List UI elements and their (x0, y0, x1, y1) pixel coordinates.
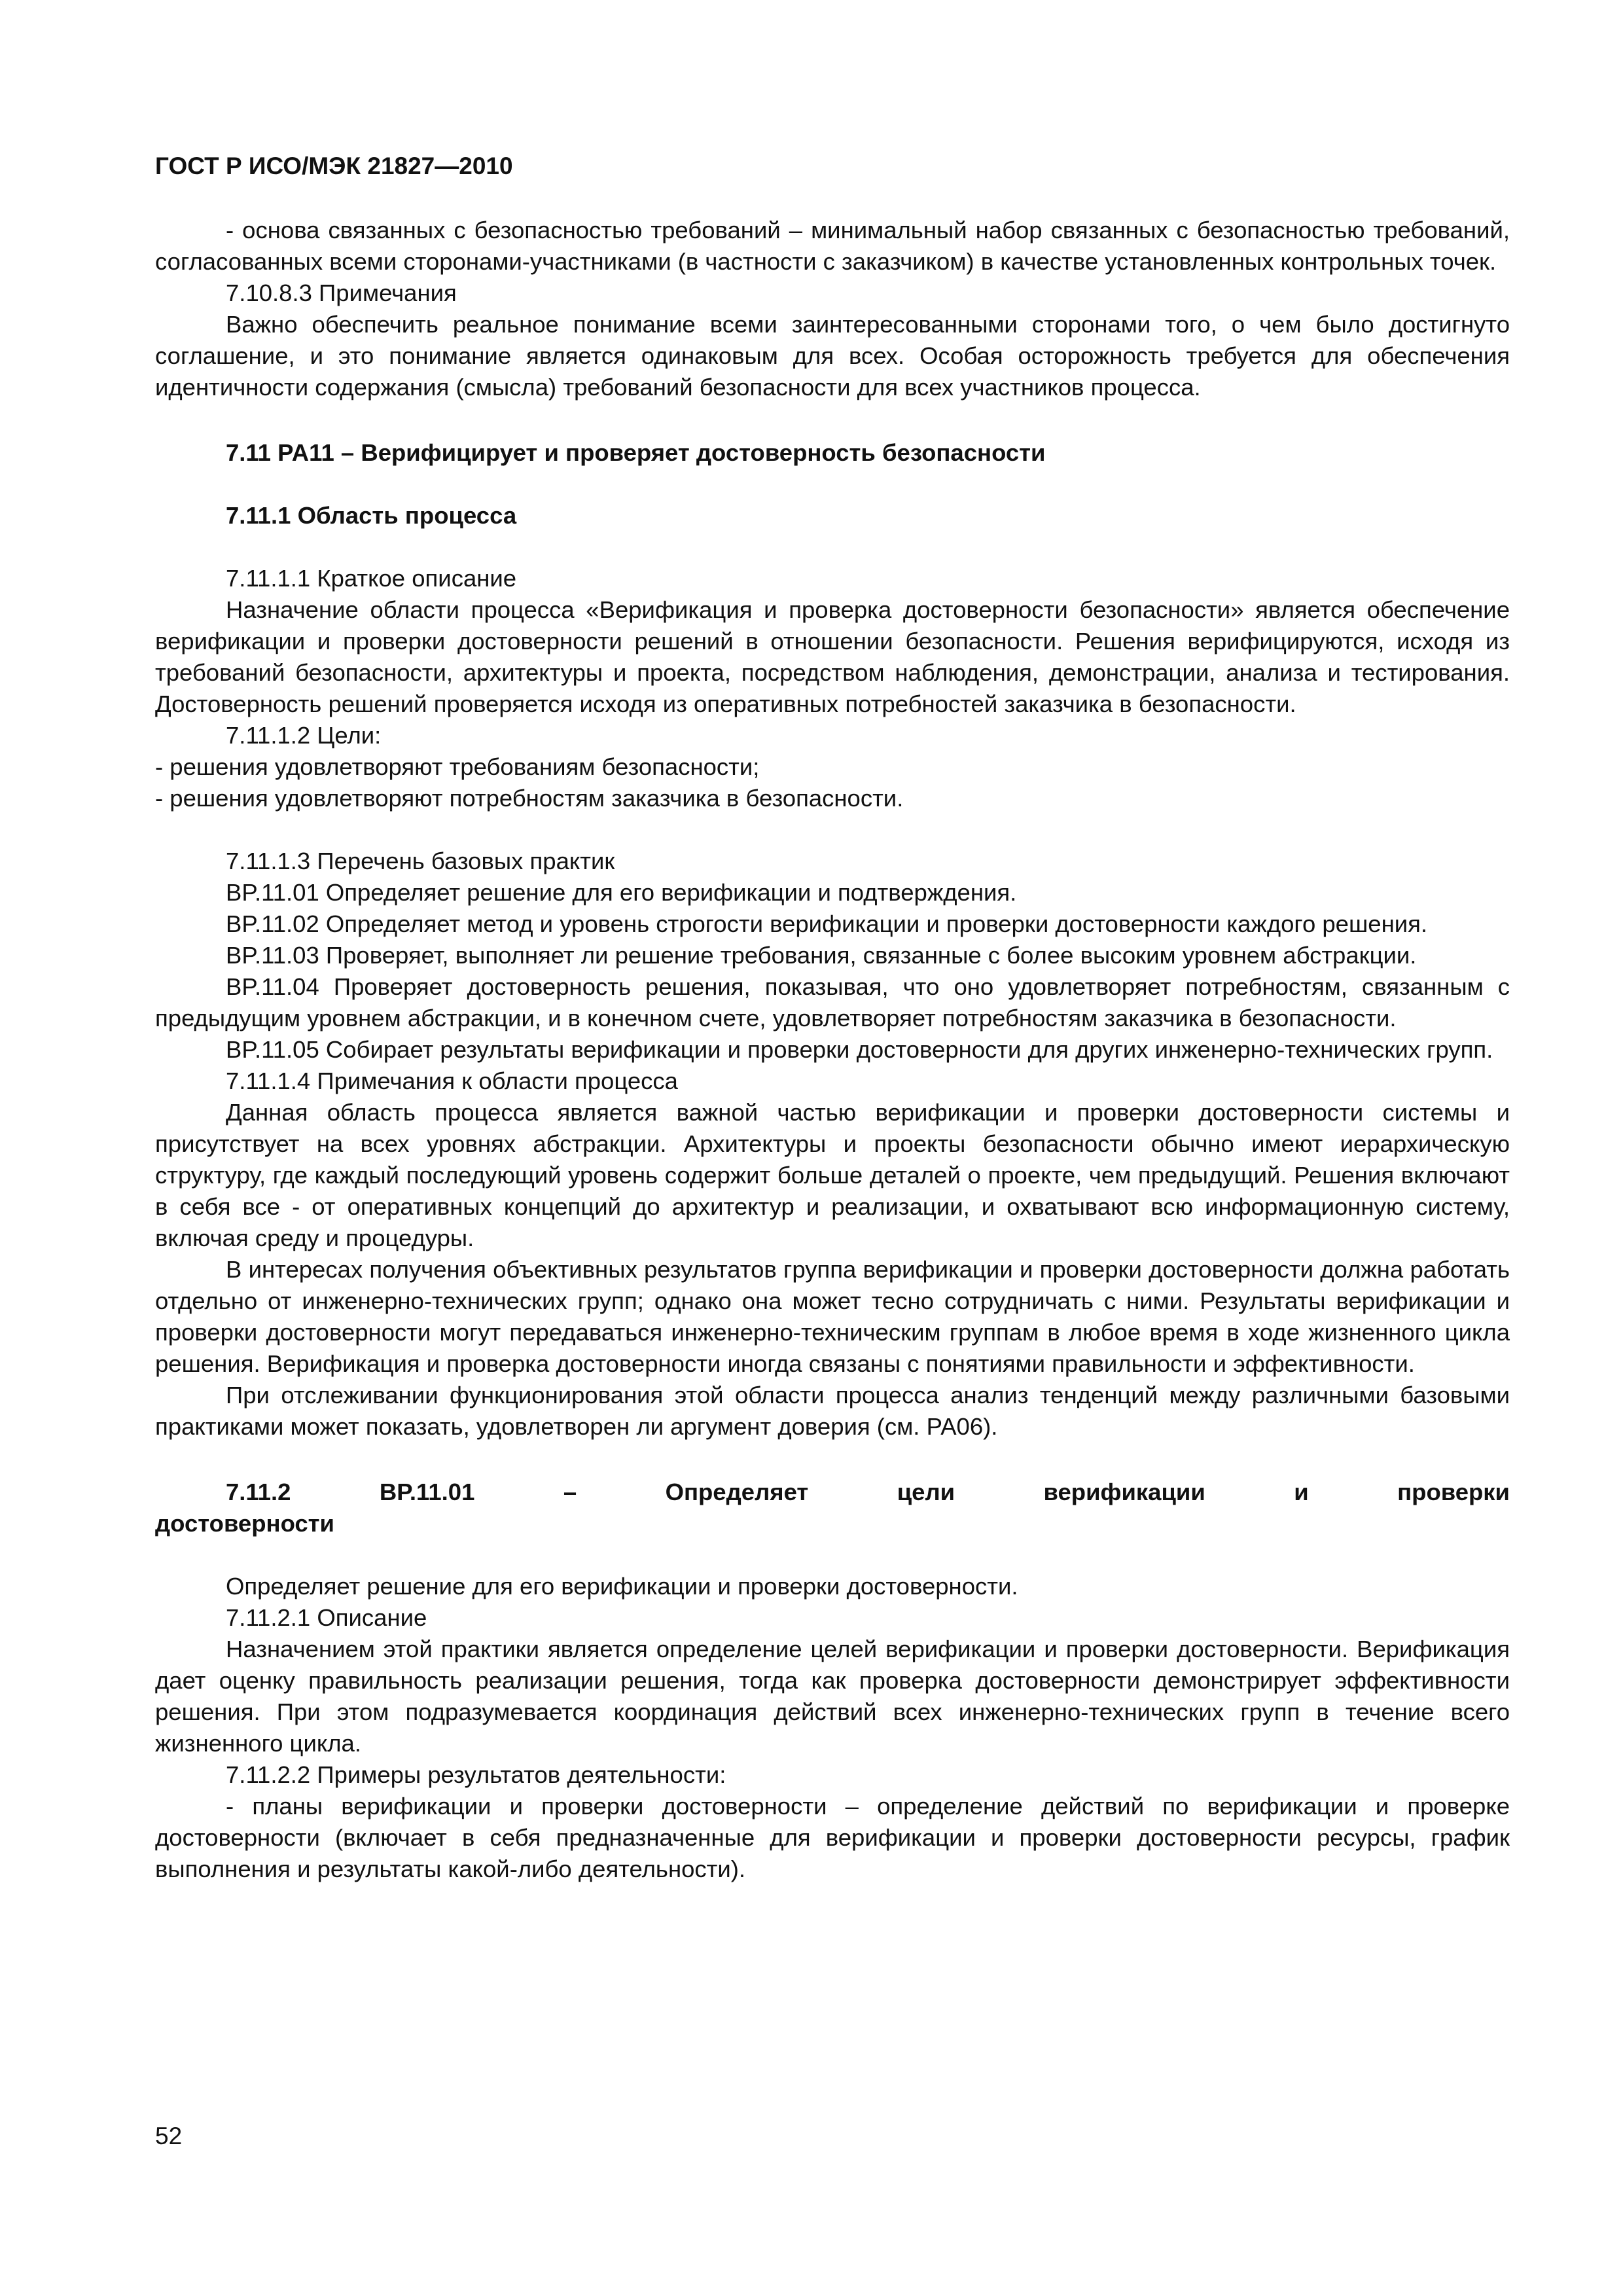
practice-item: BP.11.01 Определяет решение для его верификации и подтверждения. (226, 879, 1017, 906)
practice-item: BP.11.02 Определяет метод и уровень строгости верификации и проверки достоверности каждого решения. (226, 910, 1428, 937)
subsection-label: 7.11.1.4 Примечания к области процесса (226, 1067, 678, 1094)
paragraph: Данная область процесса является важной частью верификации и проверки достоверности системы и присутствует на всех уровнях абстракции. Архитектуры и проекты безопасности обычно имеют иерархическую структуру, где каждый последующий уровень содержит больше деталей о проекте, чем предыдущий. Решения включают в себя все - от оперативных концепций до архитектур и реализации, и охватывают всю информационную систему, включая среду и процедуры. (155, 1099, 1510, 1251)
paragraph: При отслеживании функционирования этой области процесса анализ тенденций между различными базовыми практиками может показать, удовлетворен ли аргумент доверия (см. PA06). (155, 1382, 1510, 1440)
paragraph: Определяет решение для его верификации и проверки достоверности. (226, 1573, 1018, 1600)
document-page (155, 151, 1510, 1885)
standard-header: ГОСТ Р ИСО/МЭК 21827—2010 (155, 152, 513, 179)
list-item: - планы верификации и проверки достоверности – определение действий по верификации и проверке достоверности (включает в себя предназначенные для верификации и проверки достоверности ресурсы, график выполнения и результаты какой-либо деятельности). (155, 1793, 1510, 1882)
practice-heading-continuation: достоверности (155, 1510, 334, 1537)
subsection-heading: 7.11.1 Область процесса (226, 502, 517, 529)
subsection-label: 7.10.8.3 Примечания (226, 279, 457, 306)
paragraph: - основа связанных с безопасностью требований – минимальный набор связанных с безопасностью требований, согласованных всеми сторонами-участниками (в частности с заказчиком) в качестве установленных контрольных точек. (155, 217, 1510, 275)
practice-item: BP.11.04 Проверяет достоверность решения, показывая, что оно удовлетворяет потребностям, связанным с предыдущим уровнем абстракции, и в конечном счете, удовлетворяет потребностям заказчика в безопасности. (155, 973, 1510, 1031)
list-item: - решения удовлетворяют требованиям безопасности; (155, 753, 760, 780)
page-number: 52 (155, 2123, 183, 2149)
subsection-label: 7.11.1.3 Перечень базовых практик (226, 848, 615, 874)
practice-item: BP.11.05 Собирает результаты верификации и проверки достоверности для других инженерно-технических групп. (226, 1036, 1493, 1063)
subsection-label: 7.11.1.2 Цели: (226, 722, 382, 749)
subsection-label: 7.11.1.1 Краткое описание (226, 565, 517, 592)
list-item: - решения удовлетворяют потребностям заказчика в безопасности. (155, 785, 904, 812)
practice-item: BP.11.03 Проверяет, выполняет ли решение требования, связанные с более высоким уровнем абстракции. (226, 942, 1417, 969)
subsection-label: 7.11.2.1 Описание (226, 1604, 427, 1631)
paragraph: В интересах получения объективных результатов группа верификации и проверки достоверности должна работать отдельно от инженерно-технических групп; однако она может тесно сотрудничать с ними. Результаты верификации и проверки достоверности могут передаваться инженерно-техническим группам в любое время в ходе жизненного цикла решения. Верификация и проверка достоверности иногда связаны с понятиями правильности и эффективности. (155, 1256, 1510, 1377)
paragraph: Назначением этой практики является определение целей верификации и проверки достоверности. Верификация дает оценку правильность реализации решения, тогда как проверка достоверности демонстрирует эффективности решения. При этом подразумевается координация действий всех инженерно-технических групп в течение всего жизненного цикла. (155, 1636, 1510, 1757)
practice-heading: 7.11.2 BP.11.01 – Определяет цели верификации и проверки (226, 1479, 1510, 1505)
subsection-label: 7.11.2.2 Примеры результатов деятельности: (226, 1761, 726, 1788)
section-heading: 7.11 PA11 – Верифицирует и проверяет достоверность безопасности (226, 439, 1046, 466)
paragraph: Назначение области процесса «Верификация и проверка достоверности безопасности» является обеспечение верификации и проверки достоверности решений в отношении безопасности. Решения верифицируются, исходя из требований безопасности, архитектуры и проекта, посредством наблюдения, демонстрации, анализа и тестирования. Достоверность решений проверяется исходя из оперативных потребностей заказчика в безопасности. (155, 596, 1510, 717)
paragraph: Важно обеспечить реальное понимание всеми заинтересованными сторонами того, о чем было достигнуто соглашение, и это понимание является одинаковым для всех. Особая осторожность требуется для обеспечения идентичности содержания (смысла) требований безопасности для всех участников процесса. (155, 311, 1510, 401)
